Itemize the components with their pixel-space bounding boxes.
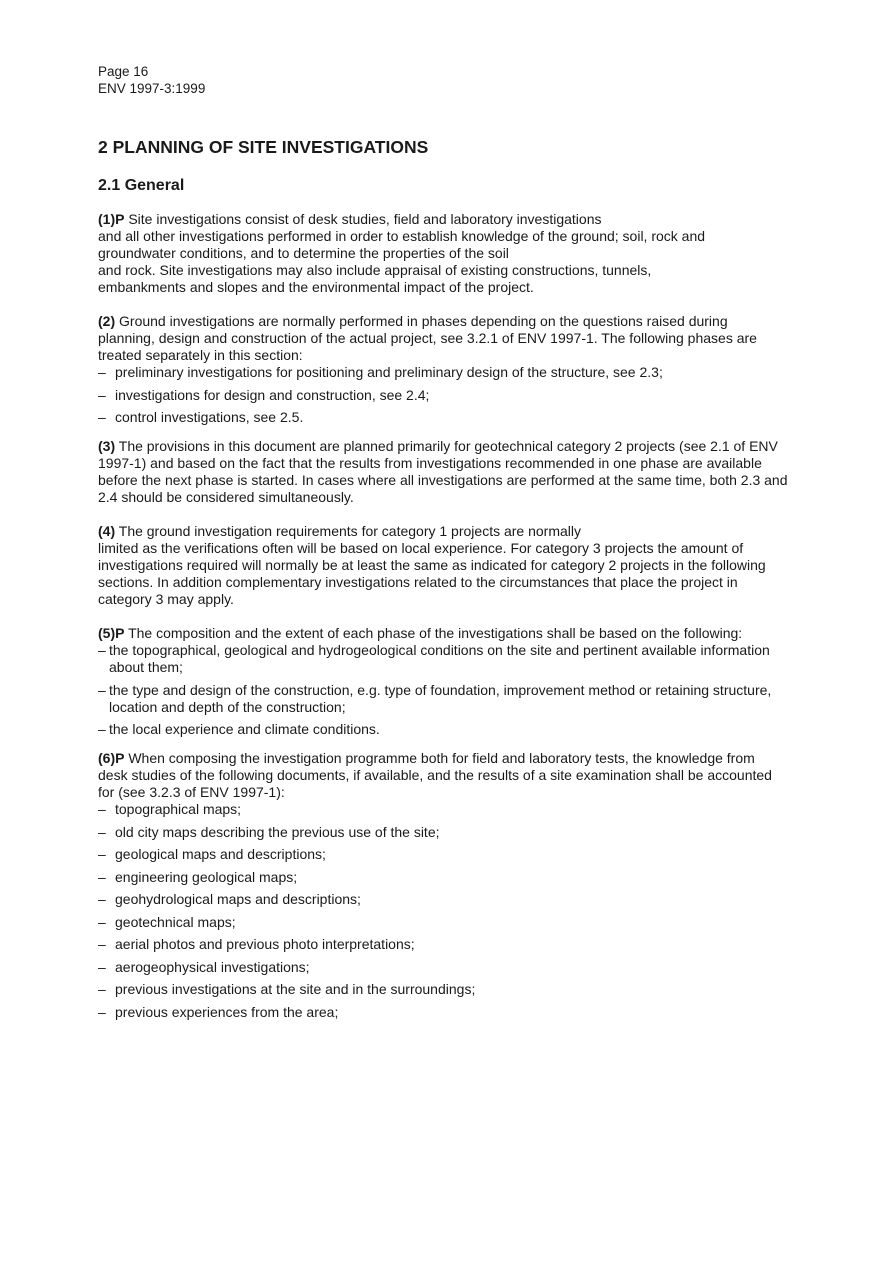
- subsection-title: 2.1 General: [98, 177, 185, 194]
- list-item: – engineering geological maps;: [98, 869, 788, 886]
- list-item: – control investigations, see 2.5.: [98, 409, 788, 426]
- paragraph-1-line-1: Site investigations consist of desk studies, field and laboratory investigations: [124, 211, 602, 227]
- list-item: – topographical maps;: [98, 801, 788, 818]
- paragraph-4-number: (4): [98, 523, 116, 539]
- paragraph-3-text: The provisions in this document are planned primarily for geotechnical category 2 projects (see 2.1 of ENV 1997-1) and based on the fact that the results from investigations recommended in one phase are available before the next phase is started. In cases where all investigations are performed at the same time, both 2.3 and 2.4 should be considered simultaneously.: [98, 438, 788, 505]
- paragraph-3-number: (3): [98, 438, 116, 454]
- list-item: – geohydrological maps and descriptions;: [98, 891, 788, 908]
- paragraph-5: [98, 625, 788, 642]
- paragraph-6-number: (6)P: [98, 750, 125, 766]
- list-item: – the topographical, geological and hydrogeological conditions on the site and pertinent available information about them;: [98, 642, 788, 676]
- list-item: – aerial photos and previous photo interpretations;: [98, 936, 788, 953]
- paragraph-1-line-3: groundwater conditions, and to determine the properties of the soil: [98, 245, 509, 261]
- list-item: – investigations for design and construction, see 2.4;: [98, 387, 788, 404]
- desk-study-documents-list: [98, 801, 788, 1021]
- paragraph-6: [98, 750, 788, 801]
- paragraph-4-first-line: The ground investigation requirements for category 1 projects are normally: [115, 523, 581, 539]
- list-item: – preliminary investigations for positioning and preliminary design of the structure, see 2.3;: [98, 364, 788, 381]
- running-header: [98, 63, 788, 97]
- paragraph-2-text: Ground investigations are normally performed in phases depending on the questions raised during planning, design and construction of the actual project, see 3.2.1 of ENV 1997-1. The following phases are treated separately in this section:: [98, 313, 757, 363]
- paragraph-2: [98, 313, 788, 364]
- list-item: – previous investigations at the site and in the surroundings;: [98, 981, 788, 998]
- list-item: – old city maps describing the previous use of the site;: [98, 824, 788, 841]
- composition-basis-list: [98, 642, 788, 738]
- paragraph-5-number: (5)P: [98, 625, 125, 641]
- page-number: Page 16: [98, 64, 149, 79]
- paragraph-1-line-2: and all other investigations performed in order to establish knowledge of the ground; soil, rock and: [98, 228, 706, 244]
- paragraph-6-text: When composing the investigation programme both for field and laboratory tests, the knowledge from desk studies of the following documents, if available, and the results of a site examination shall be accounted for (see 3.2.3 of ENV 1997-1):: [98, 750, 772, 800]
- standard-code: ENV 1997-3:1999: [98, 81, 206, 96]
- paragraph-1: [98, 211, 788, 296]
- section-title: 2 PLANNING OF SITE INVESTIGATIONS: [98, 137, 429, 157]
- list-item: – aerogeophysical investigations;: [98, 959, 788, 976]
- list-item: – the type and design of the construction, e.g. type of foundation, improvement method or retaining structure, location and depth of the construction;: [98, 682, 788, 716]
- list-item: – geotechnical maps;: [98, 914, 788, 931]
- paragraph-2-number: (2): [98, 313, 116, 329]
- paragraph-1-number: (1)P: [98, 211, 125, 227]
- list-item: – previous experiences from the area;: [98, 1004, 788, 1021]
- paragraph-5-text: The composition and the extent of each phase of the investigations shall be based on the following:: [124, 625, 743, 641]
- paragraph-4: [98, 523, 788, 608]
- investigation-phases-list: [98, 364, 788, 426]
- paragraph-1-line-4: and rock. Site investigations may also include appraisal of existing constructions, tunnels,: [98, 262, 652, 278]
- paragraph-3: [98, 438, 788, 506]
- list-item: – geological maps and descriptions;: [98, 846, 788, 863]
- paragraph-1-line-5: embankments and slopes and the environmental impact of the project.: [98, 279, 534, 295]
- list-item: – the local experience and climate conditions.: [98, 721, 788, 738]
- document-page: [98, 63, 788, 1026]
- paragraph-4-text: limited as the verifications often will be based on local experience. For category 3 projects the amount of investigations required will normally be at least the same as indicated for category 2 projects in the following sections. In addition complementary investigations related to the circumstances that place the project in category 3 may apply.: [98, 540, 766, 607]
